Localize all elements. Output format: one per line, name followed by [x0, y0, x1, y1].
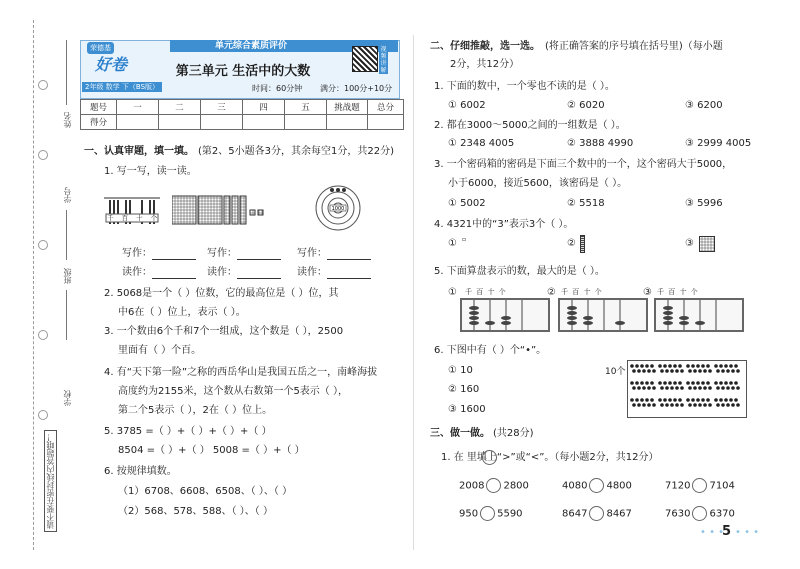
s2-q4-stem: 4. 4321中的“3”表示3个（ ）。	[434, 219, 574, 230]
s2-q2-opt2[interactable]: ② 3888 4990	[567, 138, 634, 149]
s2-q6-stem: 6. 下图中有（ ）个“•”。	[434, 345, 547, 356]
dot	[645, 364, 649, 368]
dot	[673, 381, 677, 385]
dot	[688, 369, 692, 373]
dot	[645, 398, 649, 402]
compare-item	[459, 506, 523, 521]
page-dots-left: • • •	[700, 527, 725, 538]
dot	[703, 403, 707, 407]
dot	[670, 403, 674, 407]
q4-line1: 4. 有“天下第一险”之称的西岳华山是我国五岳之一，南峰海拔	[104, 367, 378, 378]
section3-title: 三、做一做。	[430, 428, 490, 439]
score-cell: 总分	[368, 100, 404, 115]
grade-label: 2年级 数学 下（BS版）	[82, 82, 162, 92]
score-cell: 二	[159, 100, 201, 115]
dot	[721, 386, 725, 390]
score-cell: 挑战题	[327, 100, 368, 115]
s2-q2-opt1[interactable]: ① 2348 4005	[448, 138, 515, 149]
dot	[708, 386, 712, 390]
dot	[719, 398, 723, 402]
dot	[668, 381, 672, 385]
dot	[647, 386, 651, 390]
q1a-write	[122, 247, 196, 260]
q5-line1: 5. 3785 =（ ）+（ ）+（ ）+（ ）	[104, 426, 272, 437]
score-cell: 一	[117, 100, 159, 115]
answer-blank[interactable]	[152, 248, 196, 260]
write-label: 写作：	[207, 248, 237, 259]
dot	[650, 381, 654, 385]
place-value-circle-figure	[312, 184, 364, 232]
dot	[635, 364, 639, 368]
compare-right: 5590	[497, 508, 523, 520]
page-title: 第三单元 生活中的大数	[175, 64, 311, 79]
school-label: 学校	[63, 390, 72, 406]
compare-circle[interactable]	[692, 478, 707, 493]
q1-label: 1. 写一写，读一读。	[104, 166, 197, 177]
answer-blank[interactable]	[152, 267, 196, 279]
dot	[632, 369, 636, 373]
dot	[635, 381, 639, 385]
page-dots-right: • • •	[735, 527, 760, 538]
dot	[660, 403, 664, 407]
dot	[708, 369, 712, 373]
compare-right: 7104	[709, 480, 735, 492]
dot	[714, 364, 718, 368]
dot	[726, 403, 730, 407]
single-cube-icon: ▫	[462, 236, 467, 243]
dot	[686, 364, 690, 368]
compare-circle[interactable]	[486, 478, 501, 493]
dot	[630, 364, 634, 368]
id-line	[66, 210, 67, 260]
compare-right: 4800	[606, 480, 632, 492]
dot	[663, 398, 667, 402]
s2-q2-stem: 2. 都在3000～5000之间的一组数是（ ）。	[434, 120, 626, 131]
dot	[640, 398, 644, 402]
dot	[716, 369, 720, 373]
dot	[668, 364, 672, 368]
dot	[642, 386, 646, 390]
dot	[731, 403, 735, 407]
dot	[680, 386, 684, 390]
dot	[647, 369, 651, 373]
q6-line2: （2）568、578、588、（ ）、（ ）	[118, 506, 273, 517]
name-label: 姓名	[63, 112, 72, 128]
dot	[724, 381, 728, 385]
binding-hole	[38, 410, 48, 420]
dot	[637, 386, 641, 390]
dot	[650, 398, 654, 402]
section2-title: 二、仔细推敲，选一选。	[430, 41, 540, 52]
s2-q1-opt2[interactable]: ② 6020	[567, 100, 605, 111]
dot	[637, 369, 641, 373]
svg-text:1000: 1000	[331, 206, 345, 213]
dot	[736, 369, 740, 373]
dot	[736, 386, 740, 390]
dot	[714, 381, 718, 385]
dot	[706, 381, 710, 385]
dot	[734, 364, 738, 368]
q2-line2: 中6在（ ）位上，表示（ ）。	[118, 307, 246, 318]
read-label: 读作：	[297, 267, 327, 278]
abacus-label: 千 百 十 个	[465, 288, 507, 296]
dot	[640, 364, 644, 368]
dot	[734, 398, 738, 402]
s2-q3-line2: 小于6000，接近5600，该密码是（ ）。	[448, 178, 628, 189]
dot	[645, 381, 649, 385]
dot	[678, 398, 682, 402]
write-label: 写作：	[297, 248, 327, 259]
compare-circle[interactable]	[692, 506, 707, 521]
dot	[693, 403, 697, 407]
brand-badge: 荣德基	[87, 42, 114, 54]
score-cell: 四	[243, 100, 285, 115]
compare-left: 7630	[665, 508, 691, 520]
dot	[665, 386, 669, 390]
dot	[703, 369, 707, 373]
dot	[714, 398, 718, 402]
s2-q4-opt3[interactable]: ③	[685, 238, 694, 249]
answer-blank[interactable]	[237, 267, 281, 279]
section1-note: (第2、5小题各3分，其余每空1分，共22分)	[198, 146, 394, 157]
dot	[660, 386, 664, 390]
binding-hole	[38, 80, 48, 90]
compare-circle[interactable]	[480, 506, 495, 521]
read-label: 读作：	[122, 267, 152, 278]
q6-label: 6. 按规律填数。	[104, 466, 177, 477]
dot	[640, 381, 644, 385]
name-line	[66, 40, 67, 105]
s2-q6-opt1[interactable]: ① 10	[448, 365, 473, 376]
dot	[726, 386, 730, 390]
logo: 好卷	[95, 55, 128, 74]
compare-circle-example	[482, 450, 497, 465]
s2-q1-opt3[interactable]: ③ 6200	[685, 100, 723, 111]
dot	[688, 403, 692, 407]
s2-q3-opt1[interactable]: ① 5002	[448, 198, 486, 209]
dot	[716, 386, 720, 390]
dot	[708, 403, 712, 407]
flat-block-icon	[699, 236, 715, 252]
abacus-label: 千 百 十 个	[657, 288, 699, 296]
compare-circle[interactable]	[589, 506, 604, 521]
s2-q6-opt3[interactable]: ③ 1600	[448, 404, 486, 415]
class-label: 班级	[63, 268, 72, 284]
compare-item	[562, 506, 632, 521]
dot	[724, 398, 728, 402]
id-label: 学号	[63, 187, 72, 203]
s2-q3-opt2[interactable]: ② 5518	[567, 198, 605, 209]
score-cell[interactable]	[201, 115, 243, 130]
dot	[698, 386, 702, 390]
compare-item	[665, 506, 735, 521]
dot	[680, 369, 684, 373]
dot	[701, 398, 705, 402]
score-cell[interactable]	[327, 115, 368, 130]
s3-q1-stem: 1. 在 里填上“>”或“<”。（每小题2分，共12分）	[441, 452, 659, 463]
dot	[660, 369, 664, 373]
compare-left: 7120	[665, 480, 691, 492]
dot	[703, 386, 707, 390]
dot	[658, 364, 662, 368]
answer-blank[interactable]	[237, 248, 281, 260]
abacus-label: 千 百 十 个	[561, 288, 603, 296]
dot	[675, 369, 679, 373]
dot	[701, 364, 705, 368]
q5-line2: 8504 =（ ）+（ ） 5008 =（ ）+（ ）	[118, 445, 305, 456]
q1c-write	[297, 247, 371, 260]
compare-item	[459, 478, 529, 493]
dot	[663, 364, 667, 368]
dot-groups-figure	[629, 362, 745, 416]
column-divider	[413, 35, 414, 550]
counting-rods-label: 千 百 十 个	[107, 214, 161, 222]
class-line	[66, 290, 67, 340]
dot	[642, 369, 646, 373]
score-label: 满分：100分+10分	[320, 84, 393, 93]
compare-item	[562, 478, 632, 493]
dot	[665, 403, 669, 407]
dot	[719, 364, 723, 368]
dot	[658, 381, 662, 385]
counting-rods-figure	[102, 192, 162, 232]
qr-code	[352, 46, 378, 72]
dot	[650, 364, 654, 368]
dot	[696, 398, 700, 402]
dot	[721, 369, 725, 373]
score-table	[80, 99, 404, 130]
dot	[647, 403, 651, 407]
header-band-text: 单元综合素质评价	[215, 41, 288, 51]
score-cell[interactable]	[117, 115, 159, 130]
compare-left: 950	[459, 508, 479, 520]
dot	[693, 386, 697, 390]
s2-q1-stem: 1. 下面的数中，一个零也不读的是（ ）。	[434, 81, 615, 92]
section3-note: (共28分)	[493, 428, 534, 439]
q3-line1: 3. 一个数由6个千和7个一组成，这个数是（ ），2500	[104, 326, 344, 337]
binding-hole	[38, 330, 48, 340]
dot	[726, 369, 730, 373]
dot	[635, 398, 639, 402]
time-label: 时间：60分钟	[252, 84, 303, 93]
write-label: 写作：	[122, 248, 152, 259]
dot	[668, 398, 672, 402]
dot	[658, 398, 662, 402]
dot	[698, 369, 702, 373]
score-table-score-row	[81, 115, 404, 130]
s2-q3-line1: 3. 一个密码箱的密码是下面三个数中的一个，这个密码大于5000，	[434, 159, 733, 170]
dot	[686, 398, 690, 402]
dot	[652, 403, 656, 407]
dot	[701, 381, 705, 385]
compare-left: 4080	[562, 480, 588, 492]
page-number: 5	[722, 524, 732, 539]
compare-right: 8467	[606, 508, 632, 520]
dot	[675, 386, 679, 390]
dot	[673, 364, 677, 368]
dot	[696, 364, 700, 368]
dot	[719, 381, 723, 385]
dot	[670, 369, 674, 373]
dot	[734, 381, 738, 385]
dot	[731, 386, 735, 390]
dot	[729, 364, 733, 368]
compare-item	[665, 478, 735, 493]
dot	[706, 364, 710, 368]
s2-q3-opt3[interactable]: ③ 5996	[685, 198, 723, 209]
dot	[630, 381, 634, 385]
compare-left: 8647	[562, 508, 588, 520]
dot	[652, 386, 656, 390]
binding-dash-line	[33, 20, 34, 550]
s2-q5-opt3[interactable]: ③	[643, 287, 652, 298]
s2-q5-opt2[interactable]: ②	[547, 287, 556, 298]
compare-right: 2800	[503, 480, 529, 492]
dot	[688, 386, 692, 390]
dot	[675, 403, 679, 407]
dot	[680, 403, 684, 407]
compare-left: 2008	[459, 480, 485, 492]
dot	[663, 381, 667, 385]
s2-q4-opt2[interactable]: ②	[567, 238, 576, 249]
binding-hole	[38, 240, 48, 250]
dot	[729, 381, 733, 385]
dot	[724, 364, 728, 368]
score-cell[interactable]	[285, 115, 327, 130]
qr-label: 视频讲解	[380, 46, 387, 74]
dot	[716, 403, 720, 407]
rod-block-icon	[580, 235, 585, 253]
seal-notice: 请不要在密封线内答题哦！	[44, 430, 57, 532]
s2-q2-opt3[interactable]: ③ 2999 4005	[685, 138, 752, 149]
score-cell[interactable]	[368, 115, 404, 130]
dot	[673, 398, 677, 402]
q1a-read	[122, 266, 196, 279]
score-cell: 得分	[81, 115, 117, 130]
dot	[729, 398, 733, 402]
q6-line1: （1）6708、6608、6508、（ ）、（ ）	[118, 486, 293, 497]
score-table-header-row	[81, 100, 404, 115]
dot	[706, 398, 710, 402]
q1b-write	[207, 247, 281, 260]
answer-blank[interactable]	[327, 248, 371, 260]
q4-line2: 高度约为2155米，这个数从右数第一个5表示（ ），	[118, 386, 348, 397]
dot	[642, 403, 646, 407]
binding-hole	[38, 150, 48, 160]
dot	[691, 364, 695, 368]
score-cell[interactable]	[159, 115, 201, 130]
dot	[665, 369, 669, 373]
score-cell[interactable]	[243, 115, 285, 130]
dot	[736, 403, 740, 407]
answer-blank[interactable]	[327, 267, 371, 279]
dot	[686, 381, 690, 385]
s2-q4-opt1[interactable]: ①	[448, 238, 457, 249]
q1c-read	[297, 266, 371, 279]
read-label: 读作：	[207, 267, 237, 278]
s2-q5-stem: 5. 下面算盘表示的数，最大的是（ ）。	[434, 266, 605, 277]
s2-q5-opt1[interactable]: ①	[448, 287, 457, 298]
s2-q6-opt2[interactable]: ② 160	[448, 384, 480, 395]
dot-group-label: 10个	[605, 367, 626, 377]
q1b-read	[207, 266, 281, 279]
score-cell: 题号	[81, 100, 117, 115]
dot	[691, 381, 695, 385]
score-cell: 三	[201, 100, 243, 115]
dot	[678, 381, 682, 385]
dot	[731, 369, 735, 373]
score-cell: 五	[285, 100, 327, 115]
dot	[696, 381, 700, 385]
q4-line3: 第二个5表示（ ），2在（ ）位上。	[118, 405, 273, 416]
dot	[632, 403, 636, 407]
dot	[698, 403, 702, 407]
q2-line1: 2. 5068是一个（ ）位数，它的最高位是（ ）位，其	[104, 288, 339, 299]
dot	[721, 403, 725, 407]
dot	[637, 403, 641, 407]
dot	[632, 386, 636, 390]
q3-line2: 里面有（ ）个百。	[118, 345, 202, 356]
base-ten-blocks-figure	[172, 192, 272, 228]
section1-title: 一、认真审题，填一填。	[84, 146, 194, 157]
dot	[630, 398, 634, 402]
dot	[678, 364, 682, 368]
dot	[652, 369, 656, 373]
section2-note: (将正确答案的序号填在括号里)（每小题	[545, 41, 723, 52]
section2-note2: 2分，共12分）	[450, 59, 520, 70]
compare-circle[interactable]	[589, 478, 604, 493]
compare-right: 6370	[709, 508, 735, 520]
s2-q1-opt1[interactable]: ① 6002	[448, 100, 486, 111]
dot	[691, 398, 695, 402]
dot	[670, 386, 674, 390]
dot	[693, 369, 697, 373]
abacus-beads	[460, 298, 752, 332]
